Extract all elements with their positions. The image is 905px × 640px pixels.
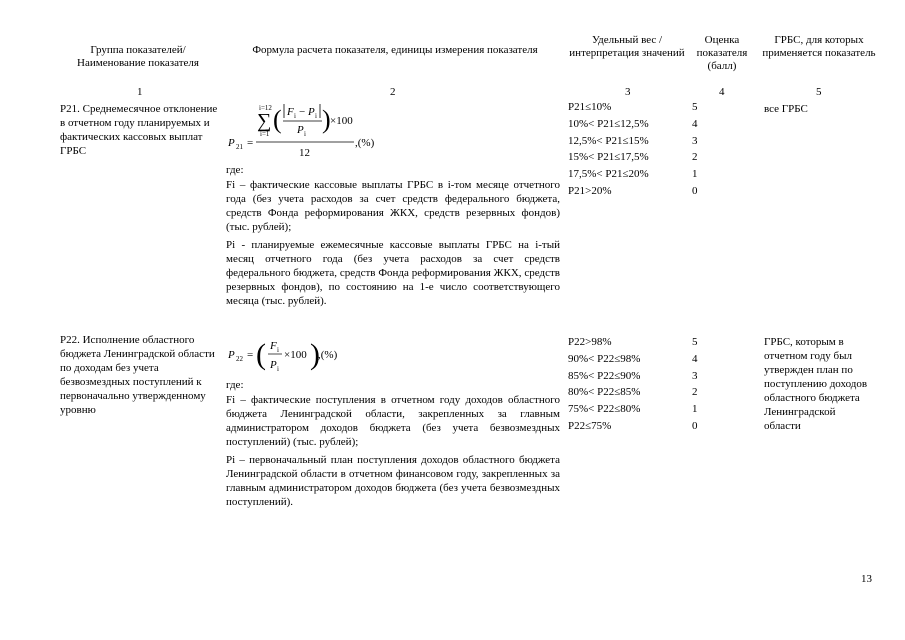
row-p21-explanation-fi: Fi – фактические кассовые выплаты ГРБС в i-том месяце отчетного года (без учета расходов за счет средств федерального бюджета, средств Фонда реформирования ЖКХ, средств резервных фондов) (тыс. рублей);	[226, 179, 560, 233]
row-p22-score: 4	[692, 352, 698, 365]
header-weight: Удельный вес / интерпретация значений	[569, 34, 685, 59]
svg-text:−: −	[299, 106, 306, 118]
row-p22-grbs: ГРБС, которым в отчетном году был утвержден план по поступлению доходов областного бюджета Ленинградской области	[764, 336, 868, 432]
row-p21-value: 12,5%< P21≤15%	[568, 134, 649, 147]
formula-p22-lhs: P	[228, 349, 235, 361]
row-p21-value: 17,5%< P21≤20%	[568, 168, 649, 181]
row-p21-value: 10%< P21≤12,5%	[568, 117, 649, 130]
row-p22-value: P22>98%	[568, 336, 612, 348]
row-p21-scores	[692, 100, 722, 201]
svg-text:(: (	[256, 338, 266, 371]
formula-p21-inner-den: P	[297, 124, 304, 136]
row-p21-score: 0	[692, 184, 698, 197]
row-p22-name: P22. Исполнение областного бюджета Ленинградской области по доходам без учета безвозмездных поступлений к первоначально утвержденному уровню	[60, 334, 215, 416]
row-p22-score: 0	[692, 419, 698, 432]
formula-p22-den: P	[270, 359, 277, 371]
svg-text:∑: ∑	[257, 110, 272, 132]
formula-p21-sum-top: i=12	[259, 104, 272, 112]
row-p21-where: где:	[226, 164, 244, 176]
svg-text:=: =	[247, 137, 254, 149]
formula-p21-denominator: 12	[299, 147, 310, 159]
row-p21-value: 15%< P21≤17,5%	[568, 151, 649, 164]
row-p21-explanations	[226, 178, 560, 312]
page-number: 13	[861, 573, 872, 585]
row-p22-explanations	[226, 393, 560, 513]
header-grbs: ГРБС, для которых применяется показатель	[762, 34, 876, 59]
row-p22-score: 1	[692, 403, 698, 416]
formula-p21	[226, 100, 426, 162]
row-p22-value: 85%< P22≤90%	[568, 369, 641, 382]
row-p22-score: 3	[692, 369, 698, 382]
formula-p21-lhs-sub: 21	[236, 143, 243, 151]
svg-text:=: =	[247, 349, 254, 361]
formula-p22-num: F	[270, 340, 277, 352]
svg-text:): )	[322, 105, 331, 134]
formula-p22-den-sub: i	[277, 365, 279, 373]
formula-p22	[226, 334, 386, 376]
col-number-4: 4	[719, 86, 725, 98]
row-p21-score: 3	[692, 134, 698, 147]
col-number-5: 5	[816, 86, 822, 98]
row-p22-value: 90%< P22≤98%	[568, 352, 641, 365]
row-p22-values	[568, 335, 686, 436]
header-group-name: Группа показателей/ Наименование показателя	[77, 44, 199, 69]
row-p21-grbs: все ГРБС	[764, 103, 808, 115]
row-p21-score: 4	[692, 117, 698, 130]
col-number-2: 2	[390, 86, 396, 98]
formula-p21-lhs: P	[228, 137, 235, 149]
row-p21-value: P21>20%	[568, 184, 612, 197]
row-p22-score: 2	[692, 386, 698, 399]
formula-p21-unit: ,(%)	[355, 137, 375, 149]
row-p22-explanation-pi: Pi – первоначальный план поступления доходов областного бюджета Ленинградской области в отчетном финансовом году, закрепленных за главным администратором доходов бюджета (без учета безвозмездных поступлений).	[226, 454, 560, 508]
svg-text:(: (	[273, 105, 282, 134]
formula-p21-num-inner: F	[287, 106, 294, 118]
row-p21-value: P21≤10%	[568, 101, 612, 113]
row-p22-value: 75%< P22≤80%	[568, 403, 641, 416]
col-number-1: 1	[137, 86, 143, 98]
formula-p21-minus: P	[308, 106, 315, 118]
row-p21-score: 5	[692, 101, 698, 113]
formula-p21-inner-den-sub: i	[304, 130, 306, 138]
row-p22-value: P22≤75%	[568, 419, 612, 432]
row-p22-scores	[692, 335, 722, 436]
header-formula: Формула расчета показателя, единицы измерения показателя	[252, 44, 538, 56]
formula-p22-num-sub: i	[277, 346, 279, 354]
formula-p21-sum-bottom: i=1	[260, 130, 270, 138]
row-p22-where: где:	[226, 379, 244, 391]
row-p22-explanation-fi: Fi – фактические поступления в отчетном году доходов областного бюджета Ленинградской области, закрепленных за главным администратором доходов бюджета (без учета безвозмездных поступлений) (тыс. рублей);	[226, 394, 560, 448]
row-p21-explanation-pi: Pi - планируемые ежемесячные кассовые выплаты ГРБС на i-тый месяц отчетного года (без учета расходов за счет средств федерального бюджета, средств Фонда реформирования ЖКХ, средств резервных фондов), по состоянию на 1-е число соответствующего месяца (тыс. рублей).	[226, 239, 560, 307]
formula-p22-unit: ,(%)	[318, 349, 338, 361]
row-p21-score: 2	[692, 151, 698, 164]
row-p21-name: P21. Среднемесячное отклонение в отчетном году планируемых и фактических кассовых выплат ГРБС	[60, 103, 218, 157]
formula-p22-lhs-sub: 22	[236, 355, 243, 363]
formula-p22-times: ×100	[284, 349, 307, 361]
row-p22-value: 80%< P22≤85%	[568, 386, 641, 399]
formula-p21-num-inner-sub: i	[294, 112, 296, 120]
col-number-3: 3	[625, 86, 631, 98]
row-p21-values	[568, 100, 686, 201]
header-score: Оценка показателя (балл)	[696, 34, 748, 72]
formula-p21-times: ×100	[330, 115, 353, 127]
row-p22-score: 5	[692, 336, 698, 348]
svg-text:): )	[310, 338, 320, 371]
formula-p21-minus-sub: i	[315, 112, 317, 120]
row-p21-score: 1	[692, 168, 698, 181]
